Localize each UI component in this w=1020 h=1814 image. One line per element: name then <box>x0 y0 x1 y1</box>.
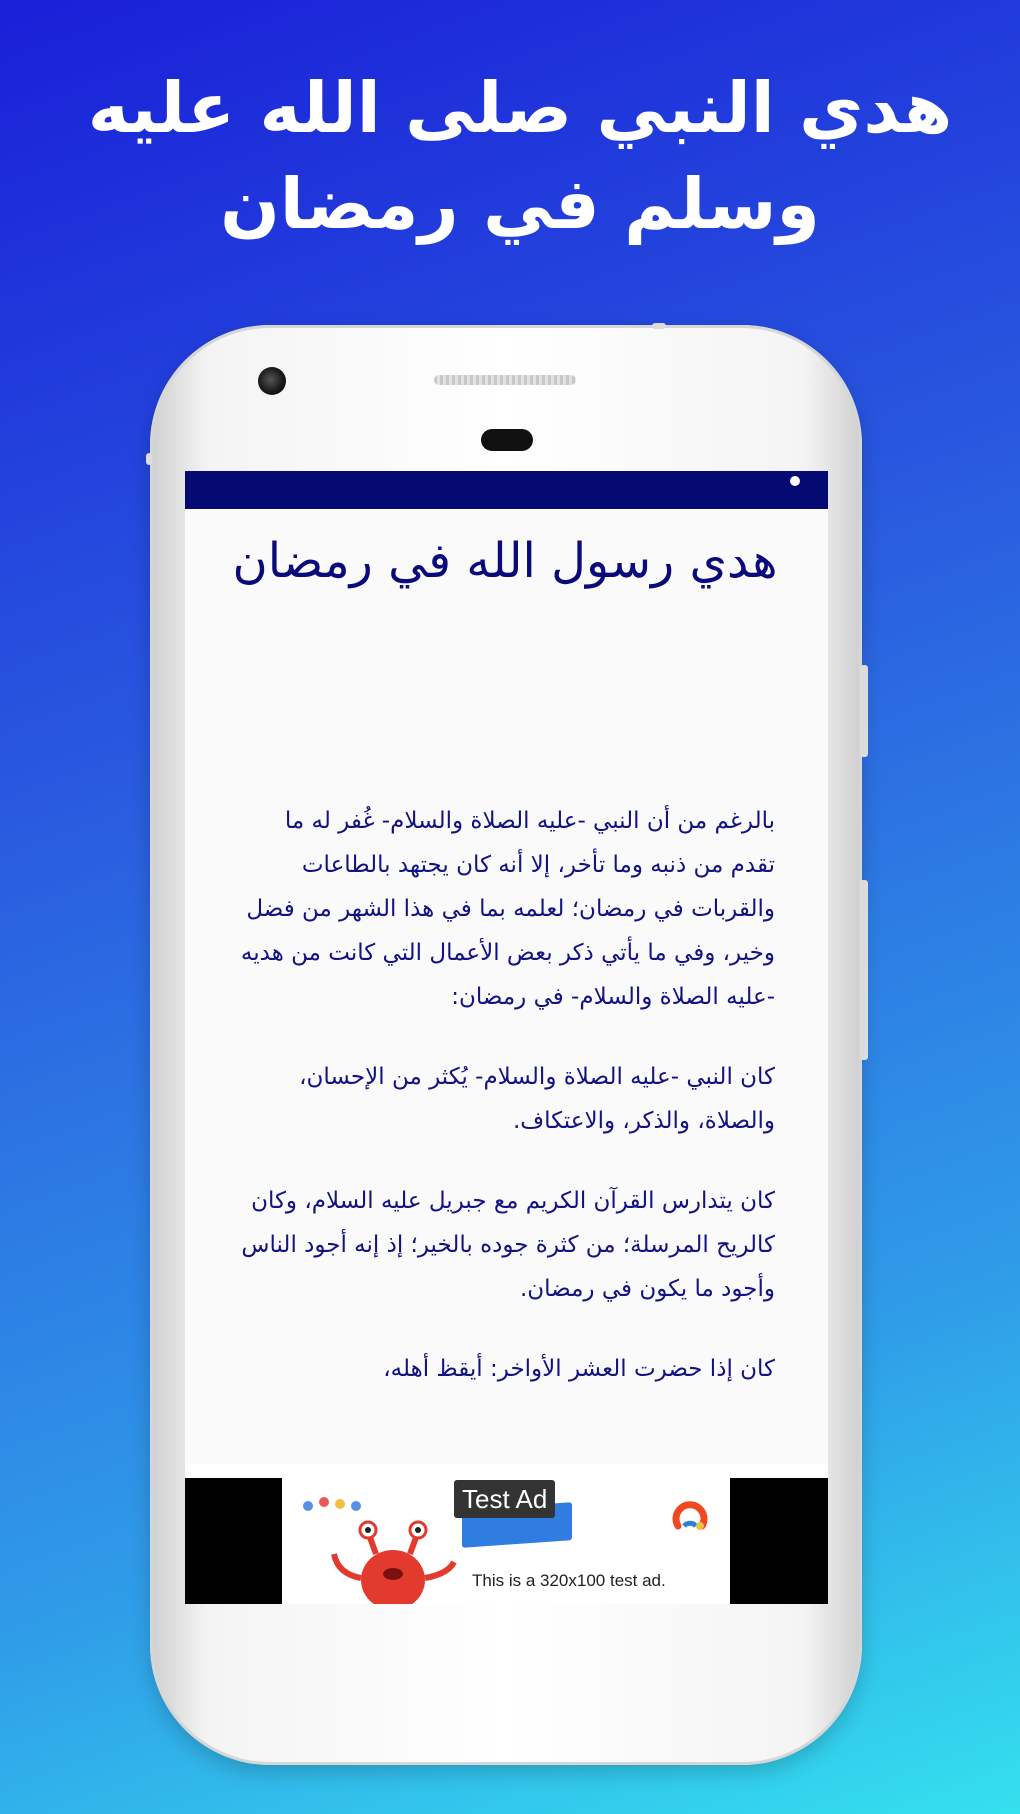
promo-headline-line1: هدي النبي صلى الله عليه <box>87 67 953 149</box>
status-bar <box>185 471 828 509</box>
status-indicator-icon <box>790 476 800 486</box>
ad-banner-container <box>185 1478 828 1604</box>
article-paragraph-3: كان يتدارس القرآن الكريم مع جبريل عليه السلام، وكان كالريح المرسلة؛ من كثرة جوده بالخير؛ إذ إنه أجود الناس وأجود ما يكون في رمضان. <box>241 1188 775 1302</box>
article-body <box>235 799 775 1427</box>
front-camera-icon <box>258 367 286 395</box>
phone-left-notch <box>146 453 152 465</box>
ad-monster-icon <box>328 1514 458 1604</box>
promo-headline-line2: وسلم في رمضان <box>220 163 820 245</box>
test-ad-badge: Test Ad <box>454 1480 555 1518</box>
page-title: هدي رسول الله في رمضان <box>232 533 778 589</box>
promo-headline <box>40 60 1000 252</box>
phone-power-button <box>860 880 868 1060</box>
article-paragraph-1: بالرغم من أن النبي -عليه الصلاة والسلام- غُفر له ما تقدم من ذنبه وما تأخر، إلا أنه كان يجتهد بالطاعات والقربات في رمضان؛ لعلمه بما في هذا الشهر من فضل وخير، وفي ما يأتي ذكر بعض الأعمال التي كانت من هديه -عليه الصلاة والسلام- في رمضان: <box>240 808 775 1010</box>
ad-caption: This is a 320x100 test ad. <box>472 1571 666 1590</box>
article-scroll-area[interactable] <box>185 509 828 1464</box>
ad-dots-icon <box>300 1494 366 1514</box>
article-paragraph-2: كان النبي -عليه الصلاة والسلام- يُكثر من الإحسان، والصلاة، والذكر، والاعتكاف. <box>299 1064 775 1134</box>
ad-banner[interactable] <box>282 1478 730 1604</box>
article-paragraph-4: كان إذا حضرت العشر الأواخر: أيقظ أهله، <box>383 1356 775 1382</box>
phone-volume-button <box>860 665 868 757</box>
phone-top-button <box>652 323 666 329</box>
ad-logo-icon <box>670 1496 710 1536</box>
earpiece-speaker <box>434 375 576 385</box>
phone-screen <box>185 471 828 1604</box>
phone-frame <box>150 325 862 1765</box>
proximity-sensor <box>481 429 533 451</box>
